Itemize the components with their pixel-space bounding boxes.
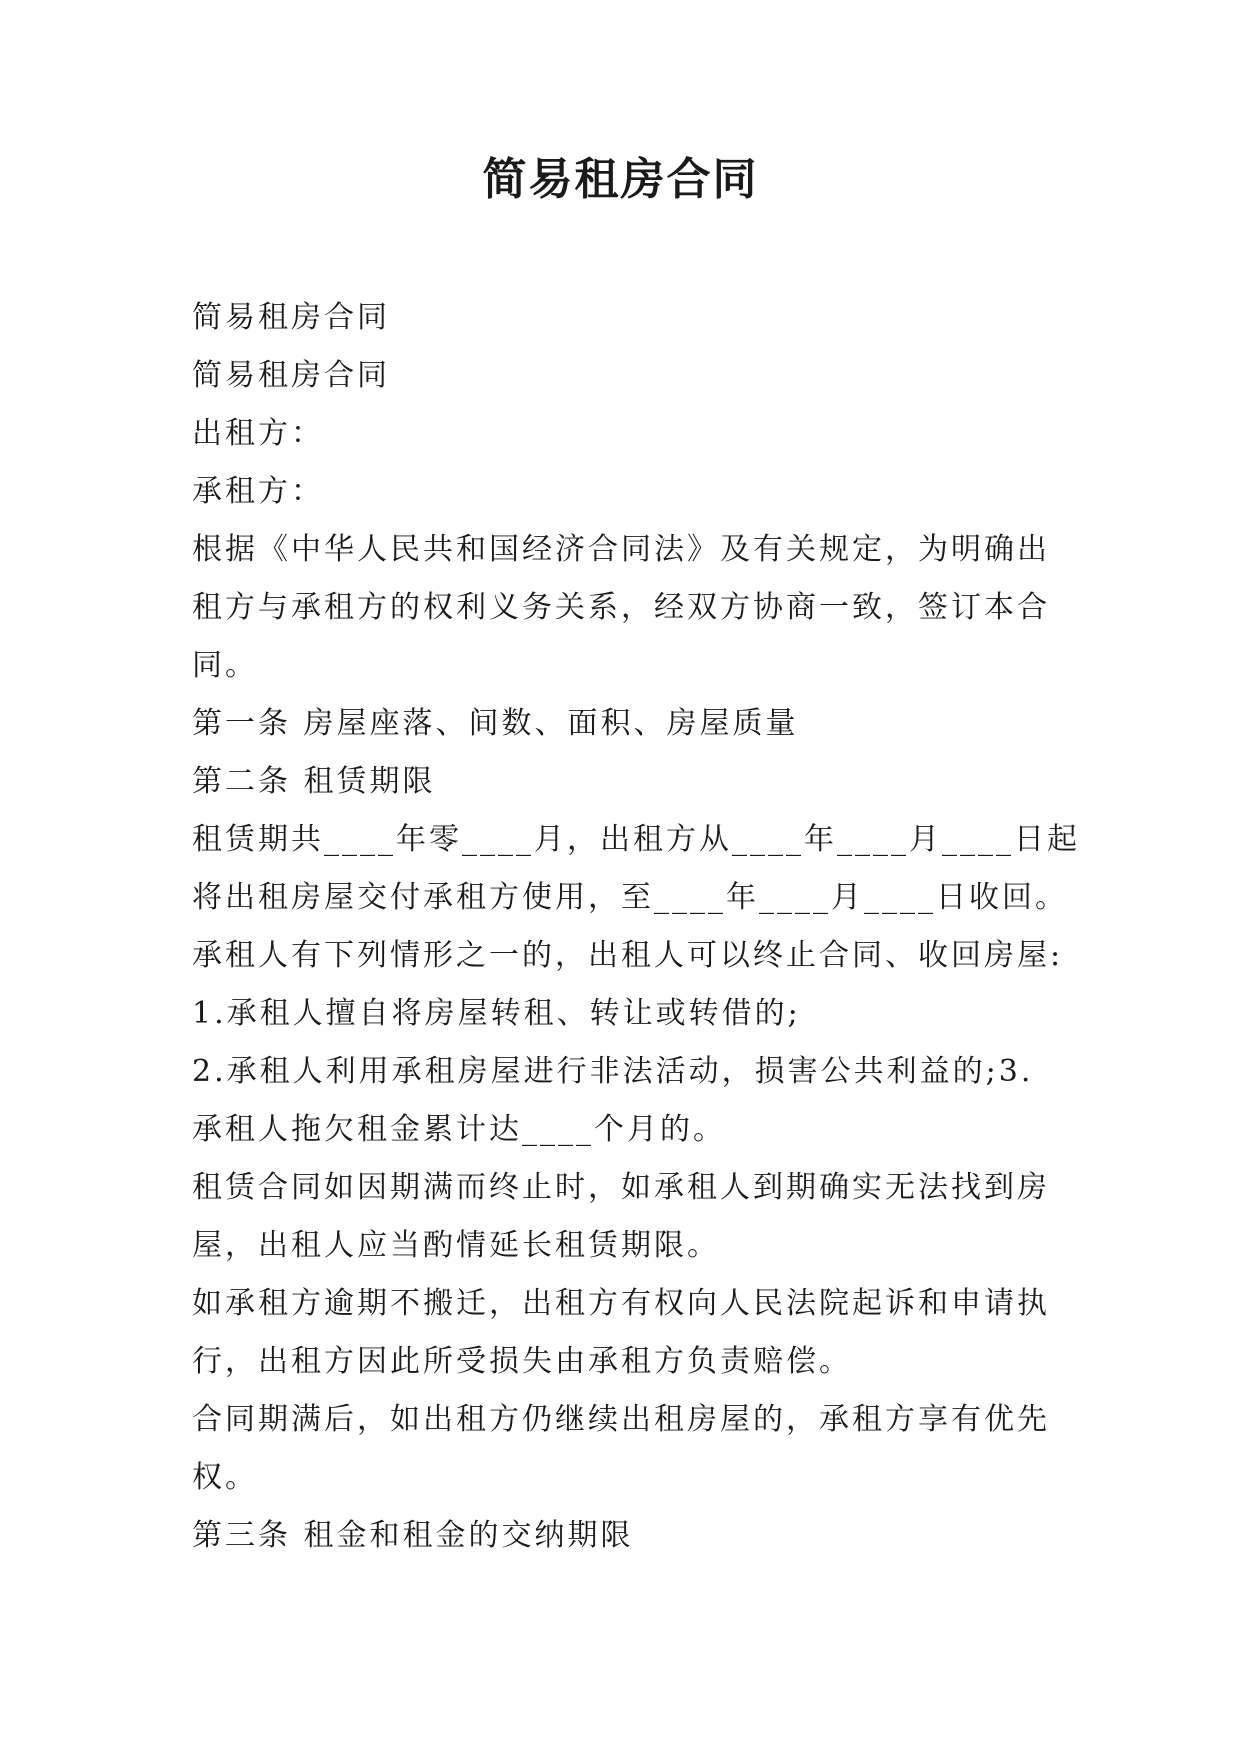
text-line: 租赁期共____年零____月，出租方从____年____月____日起 — [192, 822, 1080, 857]
text-line: 将出租房屋交付承租方使用，至____年____月____日收回。 — [192, 880, 1068, 915]
text-line: 承租人拖欠租金累计达____个月的。 — [192, 1112, 726, 1147]
text-line: 如承租方逾期不搬迁，出租方有权向人民法院起诉和申请执 — [192, 1286, 1050, 1321]
text-line: 租赁合同如因期满而终止时，如承租人到期确实无法找到房 — [192, 1170, 1050, 1205]
document-body — [192, 289, 1080, 1565]
text-line: 2.承租人利用承租房屋进行非法活动，损害公共利益的;3. — [192, 1054, 1034, 1089]
text-line: 简易租房合同 — [192, 300, 390, 335]
text-line: 屋，出租人应当酌情延长租赁期限。 — [192, 1228, 720, 1263]
article-heading: 第二条 租赁期限 — [192, 764, 436, 799]
text-line: 1.承租人擅自将房屋转租、转让或转借的; — [192, 996, 801, 1031]
text-line: 行，出租方因此所受损失由承租方负责赔偿。 — [192, 1344, 852, 1379]
document-title: 简易租房合同 — [482, 154, 759, 205]
text-line: 租方与承租方的权利义务关系，经双方协商一致，签订本合 — [192, 590, 1050, 625]
text-line: 根据《中华人民共和国经济合同法》及有关规定，为明确出 — [192, 532, 1050, 567]
article-heading: 第一条 房屋座落、间数、面积、房屋质量 — [192, 706, 799, 741]
lessee-line: 承租方： — [192, 474, 324, 509]
article-heading: 第三条 租金和租金的交纳期限 — [192, 1518, 634, 1553]
lessor-line: 出租方： — [192, 416, 324, 451]
text-line: 合同期满后，如出租方仍继续出租房屋的，承租方享有优先 — [192, 1402, 1050, 1437]
text-line: 权。 — [192, 1460, 258, 1495]
text-line: 承租人有下列情形之一的，出租人可以终止合同、收回房屋: — [192, 938, 1064, 973]
text-line: 简易租房合同 — [192, 358, 390, 393]
text-line: 同。 — [192, 648, 258, 683]
